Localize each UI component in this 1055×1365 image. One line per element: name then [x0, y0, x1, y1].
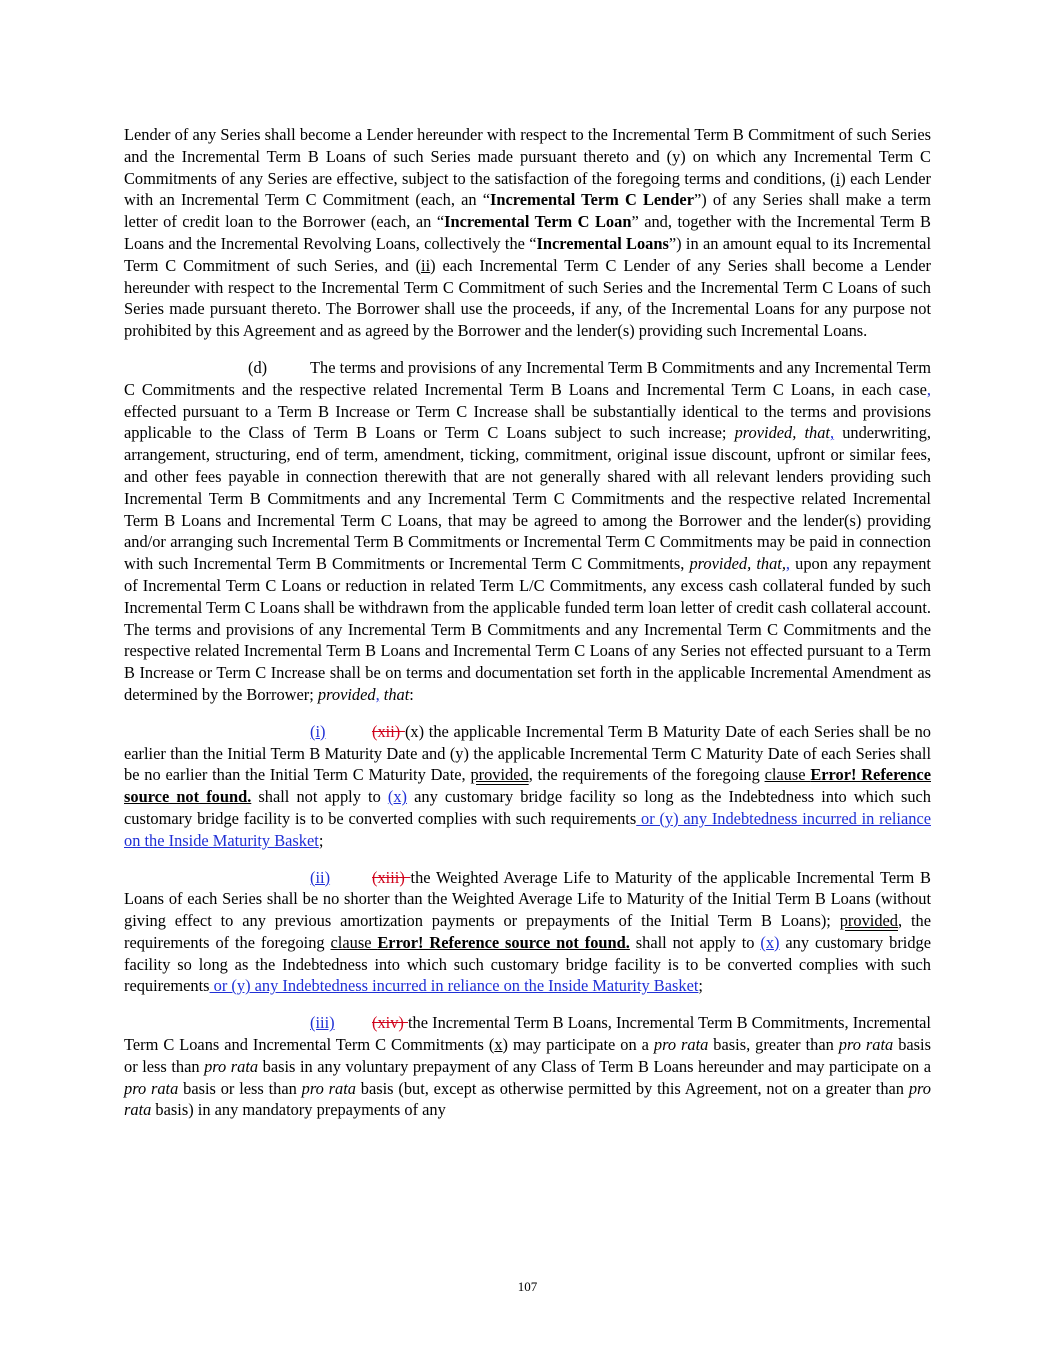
- item-label-iii: (iii): [310, 1013, 335, 1033]
- clause-label-d: (d): [248, 357, 268, 377]
- inserted-text: or (y) any Indebtedness incurred in reliance on the Inside Maturity Basket: [209, 976, 699, 996]
- item-i: (i) (xii) (x) the applicable Incremental Term B Maturity Date of each Series shall be no earlier than the Initial Term B Maturity Date and (y) the applicable Incremental Term C Maturity Date of each Series shall be no earlier than the Initial Term C Maturity Date, provided, the requirements of the foregoing clause Error! Reference source not found. shall not apply to (x) any customary bridge facility so long as the Indebtedness into which such customary bridge facility is to be converted complies with such requirements or (y) any Indebtedness incurred in reliance on the Inside Maturity Basket;: [124, 721, 932, 850]
- deleted-label: (xiv): [372, 1013, 408, 1033]
- page-number: 107: [517, 1279, 538, 1294]
- inserted-comma: ,: [926, 379, 931, 399]
- inserted-comma: ,: [785, 554, 791, 574]
- deleted-label: (xii): [372, 721, 405, 741]
- inserted-x-ref: (x): [760, 932, 780, 952]
- item-label-ii: (ii): [310, 867, 331, 887]
- roman-ii-ref: ii: [421, 255, 431, 275]
- inserted-comma: ,: [375, 684, 380, 704]
- inserted-text: or (y) any Indebtedness incurred in reliance on the Inside Maturity Basket: [124, 808, 931, 850]
- defined-term-loan: Incremental Term C Loan: [444, 212, 632, 232]
- x-ref: x: [494, 1035, 503, 1055]
- provided-term: provided: [470, 765, 529, 785]
- item-label-i: (i): [310, 721, 326, 741]
- inserted-x-ref: (x): [387, 787, 407, 807]
- paragraph-d: (d) The terms and provisions of any Incremental Term B Commitments and any Incremental Term C Commitments and the respective related Incremental Term B Loans and Incremental Term C Loans, in each case, effected pursuant to a Term B Increase or Term C Increase shall be substantially identical to the terms and provisions applicable to the Class of Term B Loans or Term C Loans subject to such increase; provided, that, underwriting, arrangement, structuring, end of term, amendment, ticking, commitment, original issue discount, upfront or similar fees, and other fees payable in connection therewith that are not generally shared with all relevant lenders providing such Incremental Term B Commitments and any Incremental Term C Commitments and the respective related Incremental Term B Loans and Incremental Term C Loans, that may be agreed to among the Borrower and the lender(s) providing and/or arranging such Incremental Term B Commitments or Incremental Term C Commitments may be paid in connection with such Incremental Term B Commitments or Incremental Term C Commitments, provided, that,, upon any repayment of Incremental Term C Loans or reduction in related Term L/C Commitments, any excess cash collateral funded by such Incremental Term C Loans shall be withdrawn from the applicable funded term loan letter of credit cash collateral account. The terms and provisions of any Incremental Term B Commitments and any Incremental Term C Commitments and the respective related Incremental Term B Loans and Incremental Term C Loans of any Series not effected pursuant to a Term B Increase or Term C Increase shall be on terms and documentation set forth in the applicable Incremental Amendment as determined by the Borrower; provided, that:: [124, 357, 931, 704]
- roman-i-ref: i: [835, 168, 841, 188]
- reference-error: Error! Reference source not found.: [377, 932, 630, 952]
- inserted-comma: ,: [829, 423, 835, 443]
- item-iii: (iii) (xiv) the Incremental Term B Loans, Incremental Term B Commitments, Incremental Term C Loans and Incremental Term C Commitments (x) may participate on a pro rata basis, greater than pro rata basis or less than pro rata basis in any voluntary prepayment of any Class of Term B Loans hereunder and may participate on a pro rata basis or less than pro rata basis (but, except as otherwise permitted by this Agreement, not on a greater than pro rata basis) in any mandatory prepayments of any: [124, 1013, 931, 1120]
- document-page: [124, 124, 931, 1136]
- defined-term-incremental-loans: Incremental Loans: [536, 233, 669, 253]
- deleted-label: (xiii): [372, 867, 411, 887]
- provided-term: provided: [839, 911, 898, 931]
- paragraph-continuation: Lender of any Series shall become a Lender hereunder with respect to the Incremental Term B Commitment of such Series and the Incremental Term B Loans of such Series made pursuant thereto and (y) on which any Incremental Term C Commitments of any Series are effective, subject to the satisfaction of the foregoing terms and conditions, (i) each Lender with an Incremental Term C Commitment (each, an “Incremental Term C Lender”) of any Series shall make a term letter of credit loan to the Borrower (each, an “Incremental Term C Loan” and, together with the Incremental Term B Loans and the Incremental Revolving Loans, collectively the “Incremental Loans”) in an amount equal to its Incremental Term C Commitment of such Series, and (ii) each Incremental Term C Lender of any Series shall become a Lender hereunder with respect to the Incremental Term C Commitment of such Series and the Incremental Term C Loans of such Series made pursuant thereto. The Borrower shall use the proceeds, if any, of the Incremental Loans for any purpose not prohibited by this Agreement and as agreed by the Borrower and the lender(s) providing such Incremental Loans.: [124, 125, 932, 341]
- reference-error: Error! Reference source not found.: [124, 765, 931, 807]
- item-ii: (ii) (xiii) the Weighted Average Life to Maturity of the applicable Incremental Term B Loans of each Series shall be no shorter than the Weighted Average Life to Maturity of the Initial Term B Loans (without giving effect to any previous amortization payments or prepayments of the Initial Term B Loans); provided, the requirements of the foregoing clause Error! Reference source not found. shall not apply to (x) any customary bridge facility so long as the Indebtedness into which such customary bridge facility is to be converted complies with such requirements or (y) any Indebtedness incurred in reliance on the Inside Maturity Basket;: [124, 867, 931, 996]
- defined-term-lender: Incremental Term C Lender: [490, 190, 694, 210]
